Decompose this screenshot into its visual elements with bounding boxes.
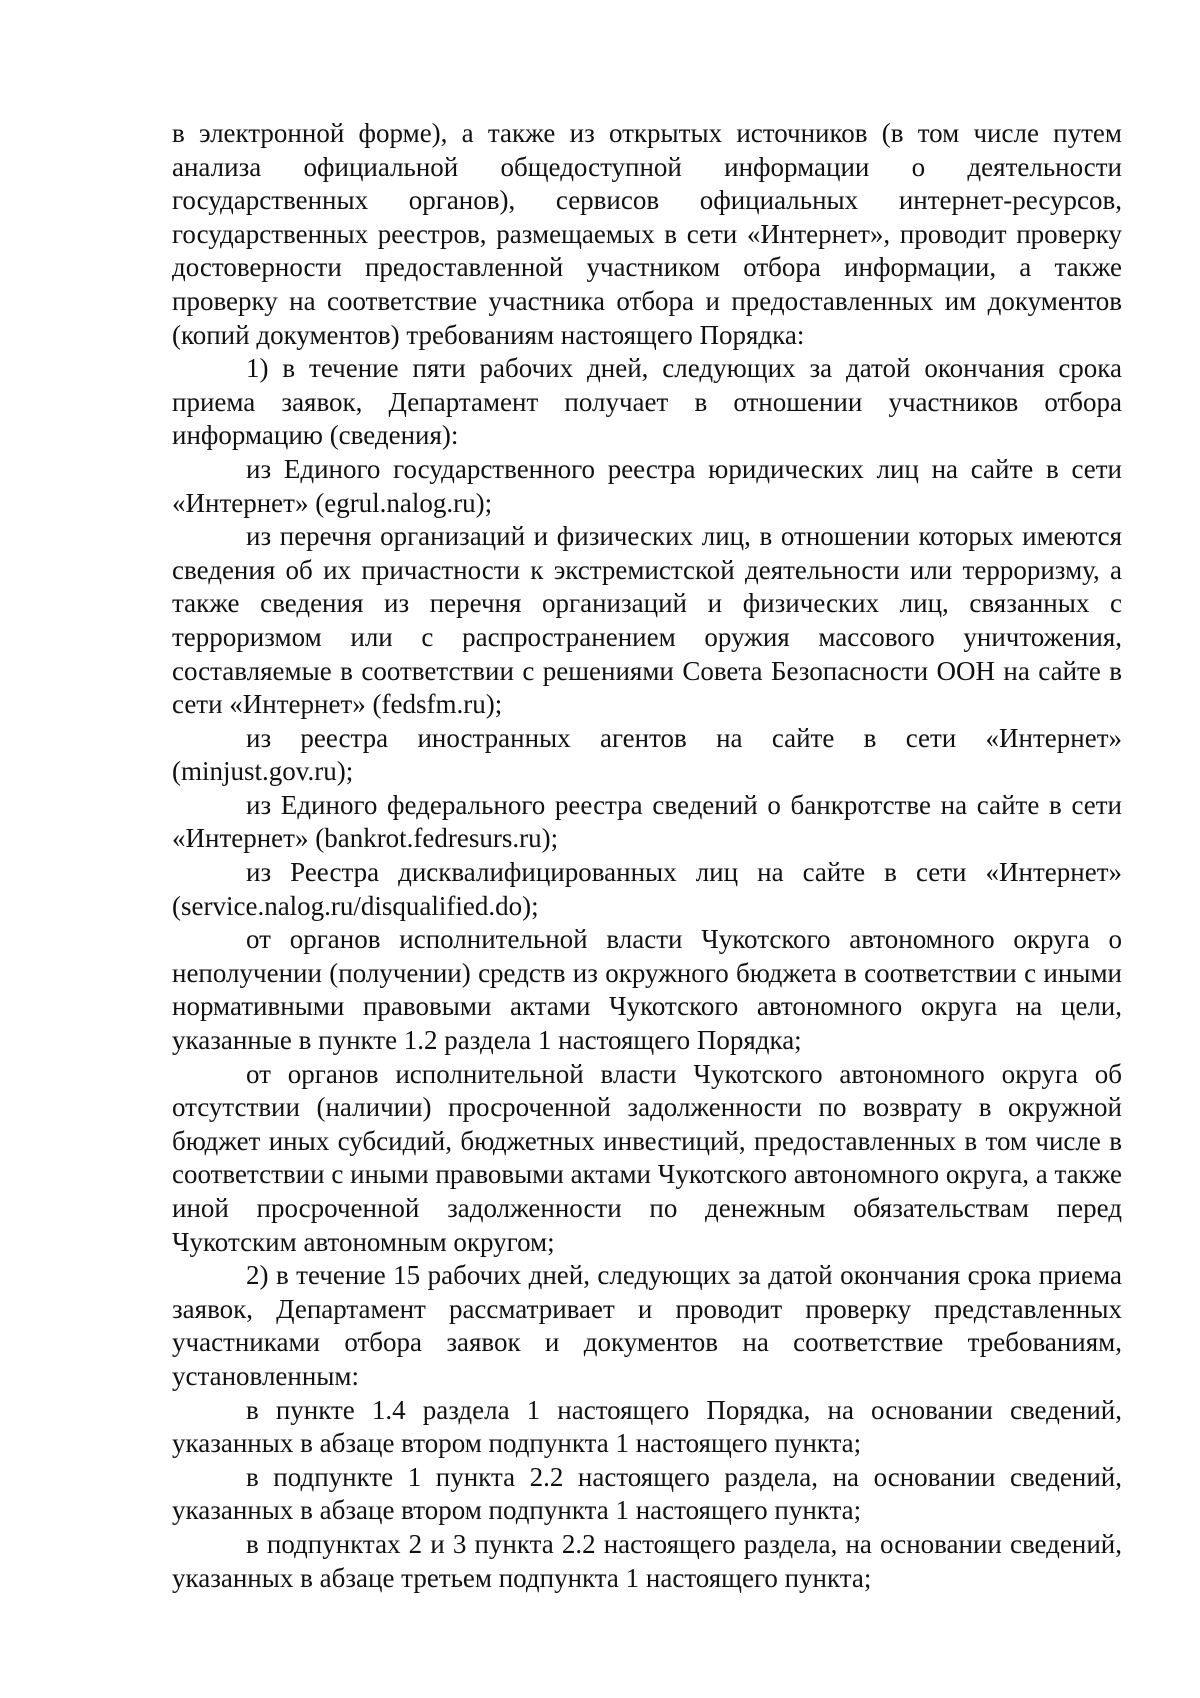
paragraph-bankrot: из Единого федерального реестра сведений о банкротстве на сайте в сети «Интернет» (bankrot.fedresurs.ru); [172,789,1122,854]
paragraph-fedsfm: из перечня организаций и физических лиц, в отношении которых имеются сведения об их причастности к экстремистской деятельности или терроризму, а также сведения из перечня организаций и физических лиц, связанных с терроризмом или с распространением оружия массового уничтожения, составляемые в соответствии с решениями Совета Безопасности ООН на сайте в сети «Интернет» (fedsfm.ru); [172,521,1122,720]
paragraph-egrul: из Единого государственного реестра юридических лиц на сайте в сети «Интернет» (egrul.nalog.ru); [172,453,1122,518]
paragraph-minjust: из реестра иностранных агентов на сайте в сети «Интернет» (minjust.gov.ru); [172,722,1122,787]
paragraph-disqualified: из Реестра дисквалифицированных лиц на сайте в сети «Интернет» (service.nalog.ru/disqualified.do); [172,857,1122,921]
paragraph-item-1-4: в пункте 1.4 раздела 1 настоящего Порядка, на основании сведений, указанных в абзаце втором подпункта 1 настоящего пункта; [172,1394,1122,1459]
paragraph-overdue-debt: от органов исполнительной власти Чукотского автономного округа об отсутствии (наличии) просроченной задолженности по возврату в окружной бюджет иных субсидий, бюджетных инвестиций, предоставленных в том числе в соответствии с иными правовыми актами Чукотского автономного округа, а также иной просроченной задолженности по денежным обязательствам перед Чукотским автономным округом; [172,1058,1122,1257]
paragraph-subitem-1: 1) в течение пяти рабочих дней, следующих за датой окончания срока приема заявок, Департамент получает в отношении участников отбора информацию (сведения): [172,353,1122,451]
paragraph-continuation: в электронной форме), а также из открытых источников (в том числе путем анализа официальной общедоступной информации о деятельности государственных органов), сервисов официальных интернет-ресурсов, государственных реестров, размещаемых в сети «Интернет», проводит проверку достоверности предоставленной участником отбора информации, а также проверку на соответствие участника отбора и предоставленных им документов (копий документов) требованиям настоящего Порядка: [172,118,1122,350]
paragraph-item-2-2-2-3: в подпунктах 2 и 3 пункта 2.2 настоящего раздела, на основании сведений, указанных в абзаце третьем подпункта 1 настоящего пункта; [172,1528,1122,1593]
document-page [172,117,1122,1595]
paragraph-budget-funds: от органов исполнительной власти Чукотского автономного округа о неполучении (получении) средств из окружного бюджета в соответствии с иными нормативными правовыми актами Чукотского автономного округа на цели, указанные в пункте 1.2 раздела 1 настоящего Порядка; [172,924,1122,1056]
paragraph-item-2-2-1: в подпункте 1 пункта 2.2 настоящего раздела, на основании сведений, указанных в абзаце втором подпункта 1 настоящего пункта; [172,1461,1122,1526]
paragraph-subitem-2: 2) в течение 15 рабочих дней, следующих за датой окончания срока приема заявок, Департамент рассматривает и проводит проверку представленных участниками отбора заявок и документов на соответствие требованиям, установленным: [172,1260,1122,1391]
